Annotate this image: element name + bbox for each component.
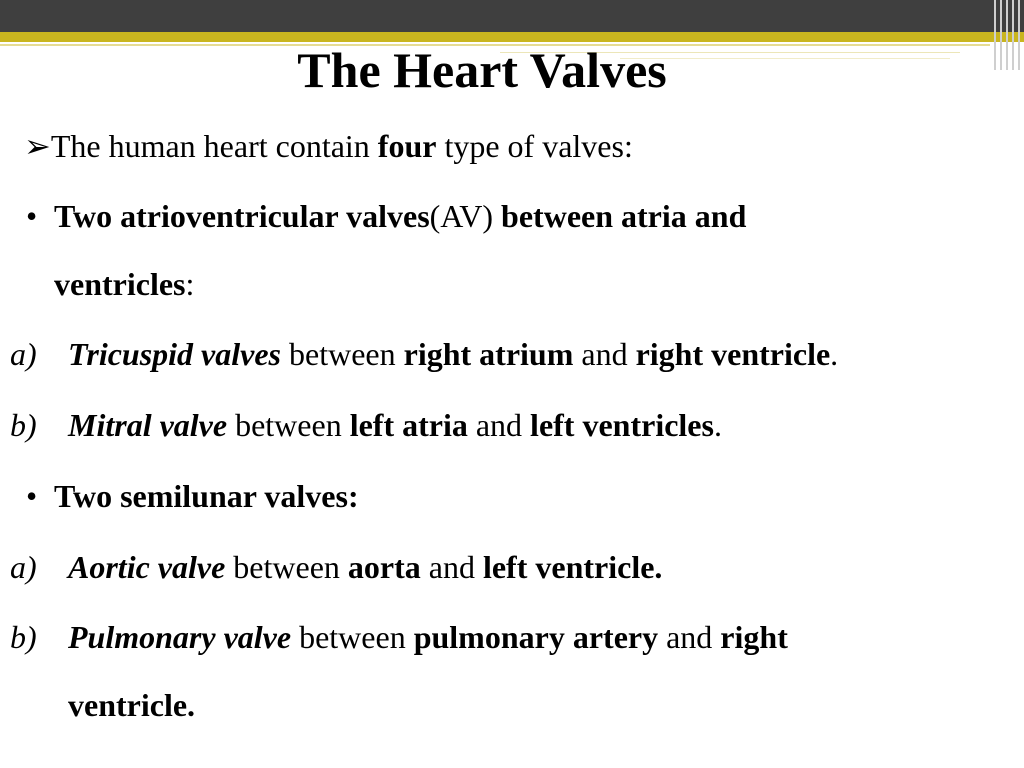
av-item-b	[10, 405, 37, 445]
from-chamber: left atria	[349, 407, 468, 443]
av-heading-bold: Two atrioventricular valves	[54, 198, 430, 234]
intro-line	[24, 126, 633, 166]
item-marker: a)	[10, 336, 37, 372]
to-chamber-continued: ventricle.	[68, 687, 196, 723]
valve-name: Tricuspid valves	[68, 336, 281, 372]
av-bullet	[26, 196, 37, 236]
to-chamber: left ventricles	[530, 407, 714, 443]
sl-item-a-text	[68, 547, 662, 587]
av-item-b-text	[68, 405, 722, 445]
av-heading-colon: :	[185, 266, 195, 302]
slide-title: The Heart Valves	[297, 42, 667, 98]
av-heading-line2	[54, 264, 194, 304]
sl-bullet	[26, 476, 37, 516]
and-text: and	[420, 549, 483, 585]
header-stripes-decoration	[992, 0, 1024, 70]
av-item-a-text	[68, 334, 838, 374]
between-text: between	[281, 336, 404, 372]
end-punct: .	[713, 407, 722, 443]
av-heading-abbrev: (AV)	[429, 198, 494, 234]
between-text: between	[225, 549, 348, 585]
sl-item-a	[10, 547, 37, 587]
to-chamber: right ventricle	[635, 336, 831, 372]
to-chamber: right	[720, 619, 788, 655]
valve-name: Aortic valve	[68, 549, 226, 585]
and-text: and	[573, 336, 636, 372]
sl-item-b-text	[68, 617, 788, 657]
end-punct: .	[830, 336, 839, 372]
intro-text-after: type of valves:	[436, 128, 633, 164]
and-text: and	[467, 407, 531, 443]
sl-item-b-continuation	[68, 685, 195, 725]
item-marker: b)	[10, 407, 37, 443]
and-text: and	[658, 619, 721, 655]
sl-item-b	[10, 617, 37, 657]
from-chamber: right atrium	[403, 336, 574, 372]
av-heading-bold-2: between atria and	[493, 198, 747, 234]
valve-name: Mitral valve	[68, 407, 228, 443]
intro-text: The human heart contain	[50, 128, 378, 164]
from-vessel: pulmonary artery	[413, 619, 659, 655]
header-dark-bar	[0, 0, 1024, 32]
av-heading-ventricles: ventricles	[54, 266, 186, 302]
item-marker: a)	[10, 549, 37, 585]
av-item-a	[10, 334, 37, 374]
between-text: between	[291, 619, 414, 655]
valve-name: Pulmonary valve	[68, 619, 292, 655]
from-vessel: aorta	[347, 549, 421, 585]
av-heading-line1	[54, 196, 746, 236]
sl-heading-bold: Two semilunar valves:	[54, 478, 359, 514]
to-chamber: left ventricle.	[482, 549, 663, 585]
item-marker: b)	[10, 619, 37, 655]
bullet-dot-icon: •	[26, 198, 38, 234]
intro-bold: four	[377, 128, 437, 164]
sl-heading	[54, 476, 359, 516]
arrow-bullet-icon: ➢	[24, 128, 51, 164]
between-text: between	[227, 407, 350, 443]
bullet-dot-icon: •	[26, 478, 38, 514]
